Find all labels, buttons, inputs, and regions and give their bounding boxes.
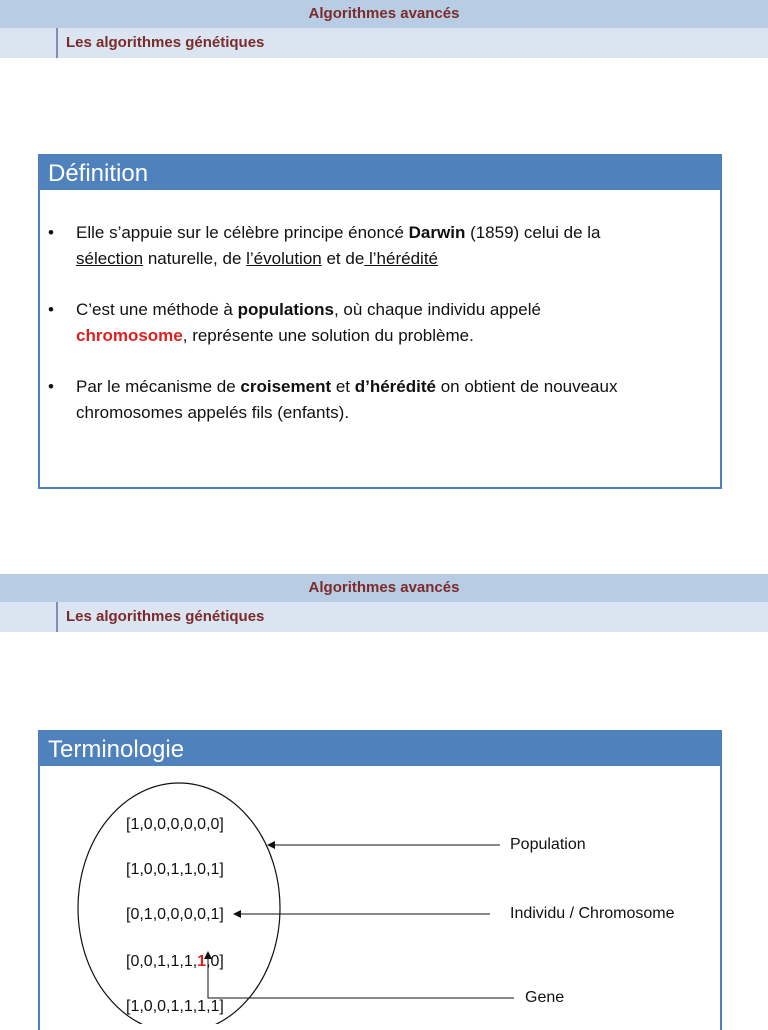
- bullet-icon: •: [48, 223, 54, 242]
- text: Par le mécanisme de: [76, 377, 241, 396]
- slide-header: Algorithmes avancés: [0, 574, 768, 602]
- slide-header: Algorithmes avancés: [0, 0, 768, 28]
- box-title: Définition: [40, 156, 720, 190]
- bold-text: populations: [237, 300, 334, 319]
- subheader-text: Les algorithmes génétiques: [66, 608, 265, 625]
- text: et de: [321, 249, 365, 268]
- text: C’est une méthode à: [76, 300, 238, 319]
- definition-box: [38, 154, 722, 489]
- chromosome-1: [1,0,0,0,0,0,0]: [126, 816, 224, 833]
- bold-text: croisement: [240, 377, 332, 396]
- subheader-divider: [56, 28, 58, 58]
- chromosome-2: [1,0,0,1,1,0,1]: [126, 861, 224, 878]
- gene-highlight: 1: [197, 953, 207, 970]
- underlined-text: l’évolution: [246, 249, 322, 268]
- slide-subheader: [0, 28, 768, 58]
- bullet-darwin: [48, 220, 702, 272]
- bullet-icon: •: [48, 300, 54, 319]
- text: , où chaque individu appelé: [333, 300, 541, 319]
- chromosome-5: [1,0,0,1,1,1,1]: [126, 998, 224, 1015]
- box-title: Terminologie: [40, 732, 720, 766]
- text: et: [331, 377, 355, 396]
- text: (1859) celui de la: [465, 223, 601, 242]
- bold-text: Darwin: [408, 223, 466, 242]
- bold-text: d’hérédité: [354, 377, 436, 396]
- label-individu: Individu / Chromosome: [510, 905, 675, 922]
- text: , représente une solution du problème.: [182, 326, 474, 345]
- text: Elle s’appuie sur le célèbre principe énoncé: [76, 223, 409, 242]
- slide-2: [0, 548, 768, 1024]
- highlight-text: chromosome: [76, 326, 183, 345]
- subheader-text: Les algorithmes génétiques: [66, 34, 265, 51]
- bullet-populations: [48, 297, 702, 349]
- text: naturelle, de: [143, 249, 247, 268]
- bullet-croisement: [48, 374, 702, 426]
- bullet-icon: •: [48, 377, 54, 396]
- terminology-diagram: [0, 548, 768, 1024]
- chromosome-4-prefix: [0,0,1,1,1,: [126, 953, 198, 970]
- label-population: Population: [510, 836, 586, 853]
- underlined-text: sélection: [76, 249, 144, 268]
- underlined-text: l’hérédité: [364, 249, 438, 268]
- chromosome-4-suffix: ,0]: [206, 953, 224, 970]
- text: on obtient de nouveaux: [435, 377, 618, 396]
- text: chromosomes appelés fils (enfants).: [76, 403, 350, 422]
- chromosome-4: [126, 953, 224, 971]
- chromosome-3: [0,1,0,0,0,0,1]: [126, 906, 224, 923]
- label-gene: Gene: [525, 989, 565, 1006]
